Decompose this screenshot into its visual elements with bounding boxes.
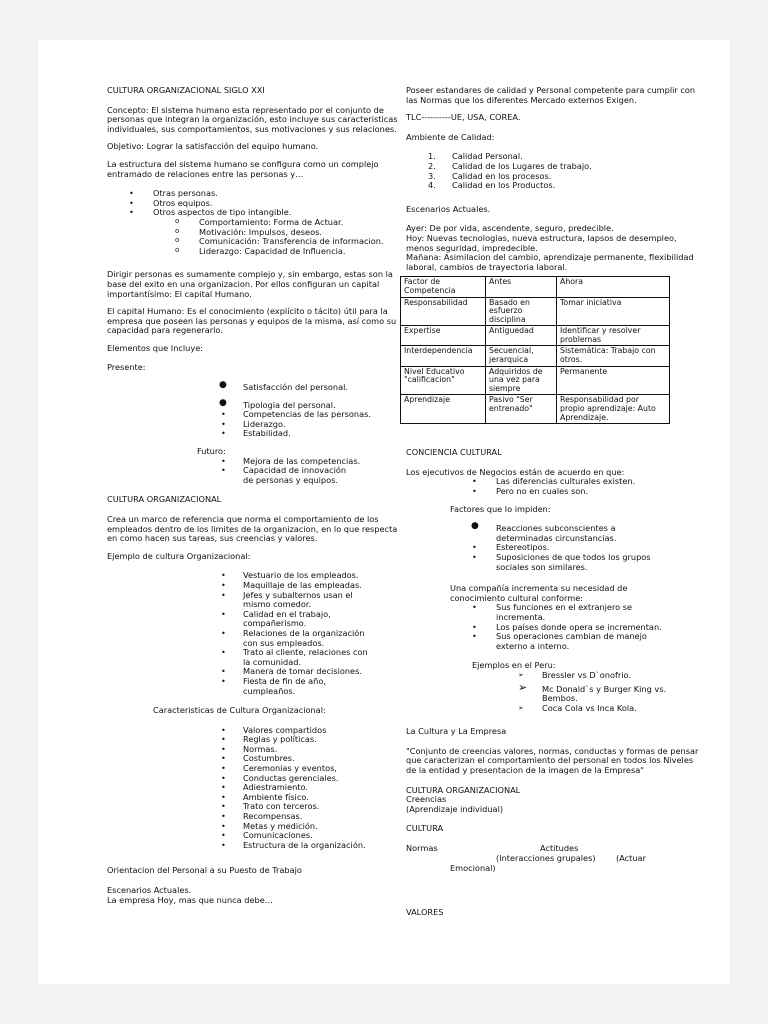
table-cell: Adquiridos de una vez para siempre [486,366,557,395]
sub-list-item: o Comunicación: Transferencia de informacion. [107,237,407,247]
cultura-empresa-heading: La Cultura y La Empresa [406,726,507,737]
list-text: Calidad en los Productos. [452,180,556,191]
concepto-paragraph: Concepto: El sistema humano esta representado por el conjunto de personas que integran la organización, esto incluye sus caracteristicas individuales, sus comportamientos, sus motivaciones y sus relaciones. [107,104,398,134]
list-item: ● Tipologia del personal. [107,401,407,411]
list-item: • Los países donde opera se incrementan. [406,623,662,633]
ejecutivos-text: Los ejecutivos de Negocios están de acuerdo en que: [406,466,625,477]
table-cell: Permanente [557,366,670,395]
table-cell: Responsabilidad [401,297,486,326]
list-item: ➢ Bressler vs D`onofrio. [406,671,672,681]
table-cell: Nivel Educativo "calificacion" [401,366,486,395]
estructura-paragraph: La estructura del sistema humano se configura como un complejo entramado de relaciones entre las personas y… [107,158,379,179]
factores-list [406,524,702,572]
list-item: • Relaciones de la organización con sus empleados. [107,629,377,648]
org-title: CULTURA ORGANIZACIONAL [107,494,222,505]
list-item: ➢ Coca Cola vs Inca Kola. [406,704,672,714]
ambiente-list [406,152,702,190]
actitudes-text: Actitudes [540,843,579,854]
relaciones-list [107,189,407,218]
list-item: • Competencias de las personas. [107,410,407,420]
dirigir-paragraph: Dirigir personas es sumamente complejo y, sin embargo, estas son la base del exito en una organizacion. Por ellos configuran un capital importantísimo: El capital Humano. [107,269,393,299]
list-item: • Vestuario de los empleados. [107,571,377,581]
sub-list-item: o Liderazgo: Capacidad de Influencia. [107,247,407,257]
list-number: 2. [428,160,436,171]
normas-text: Normas [406,843,438,854]
compania-text: Una compañía incrementa su necesidad de conocimiento cultural conforme: [450,583,628,603]
competencia-table [400,276,670,424]
emocional-text: Emocional) [450,863,496,874]
table-row [401,366,670,395]
table-row [401,346,670,366]
table-cell: Interdependencia [401,346,486,366]
presente-list [107,383,407,439]
list-item: • Las diferencias culturales existen. [406,477,702,487]
conciencia-title: CONCIENCIA CULTURAL [406,447,502,458]
page-title: CULTURA ORGANIZACIONAL SIGLO XXI [107,85,265,95]
list-item: • Trato al cliente, relaciones con la comunidad. [107,648,377,667]
list-item: • Jefes y subalternos usan el mismo comedor. [107,591,377,610]
list-item: • Sus funciones en el extranjero se incrementa. [406,603,662,622]
actuar-text: (Actuar [616,853,646,864]
list-item: • Conductas gerenciales. [107,774,407,784]
orientacion-heading: Orientacion del Personal a su Puesto de Trabajo [107,865,302,876]
list-text: Calidad de los Lugares de trabajo. [452,160,592,171]
aspectos-sublist [107,218,407,256]
manana-line: Mañana: Asimilacion del cambio, aprendizaje permanente, flexibilidad laboral, cambios de trayectoria laboral. [406,252,694,272]
table-row [401,297,670,326]
list-item: • Otros aspectos de tipo intangible. [107,208,407,218]
factores-label: Factores que lo impiden: [450,503,551,514]
list-number: 4. [428,180,436,191]
table-cell: Factor de Competencia [401,277,486,297]
list-item: • Valores compartidos [107,726,407,736]
list-item: • Adiestramiento. [107,783,407,793]
futuro-block [107,447,407,485]
caract-label: Caracteristicas de Cultura Organizacional: [153,705,326,716]
list-item: • Liderazgo. [107,420,407,430]
table-cell: Identificar y resolver problemas [557,326,670,346]
table-cell: Sistemática: Trabajo con otros. [557,346,670,366]
list-item: • Pero no en cuales son. [406,487,702,497]
list-item: • Maquillaje de las empleadas. [107,581,377,591]
org-title-right: CULTURA ORGANIZACIONAL [406,784,521,795]
ejemplo-label: Ejemplo de cultura Organizacional: [107,550,251,561]
normas-row [406,844,702,874]
list-item: • Estructura de la organización. [107,841,407,851]
list-item: • Estereotipos. [406,543,662,553]
list-number: 1. [428,151,436,162]
list-item: ➢ Mc Donald`s y Burger King vs. Bembos. [406,685,672,704]
list-item [406,181,702,191]
list-text: Calidad Personal. [452,151,523,162]
cultura-text: CULTURA [406,823,444,834]
list-item: • Fiesta de fin de año, cumpleaños. [107,677,377,696]
sub-list-item: o Comportamiento: Forma de Actuar. [107,218,407,228]
creencias-text: Creencias [406,794,447,805]
list-item: • Otros equipos. [107,199,407,209]
list-item: • Comunicaciones. [107,831,407,841]
table-row [401,277,670,297]
capital-paragraph: El capital Humano: Es el conocimiento (explícito o tácito) útil para la empresa que poseen las personas y equipos de la misma, así como su capacidad para regenerarlo. [107,306,397,336]
futuro-label: Futuro: [197,446,226,457]
list-item: • Costumbres. [107,754,407,764]
table-cell: Antes [486,277,557,297]
escenarios-label: Escenarios Actuales. [406,203,491,214]
tlc-line: TLC----------UE, USA, COREA. [406,112,521,123]
table-cell: Responsabilidad por propio aprendizaje: Auto Aprendizaje. [557,395,670,424]
table-cell: Secuencial, jerarquica [486,346,557,366]
peru-list [406,671,702,713]
left-column [107,86,407,905]
list-item: • Metas y medición. [107,822,407,832]
list-item: • Mejora de las competencias. [107,457,407,467]
table-cell: Tomar iniciativa [557,297,670,326]
list-item: • Trato con terceros. [107,802,407,812]
list-item: • Sus operaciones cambian de manejo externo a interno. [406,632,662,651]
compania-list [406,603,702,651]
list-text: Calidad en los procesos. [452,170,552,181]
aprendizaje-text: (Aprendizaje individual) [406,803,504,814]
table-row [401,326,670,346]
list-item: • Reglas y políticas. [107,735,407,745]
table-cell: Aprendizaje [401,395,486,424]
list-number: 3. [428,170,436,181]
ambiente-label: Ambiente de Calidad: [406,131,495,142]
hoy-line: Hoy: Nuevas tecnologias, nueva estructura, lapsos de desempleo, menos seguridad, impredecible. [406,232,677,253]
list-item: • Capacidad de innovación de personas y equipos. [107,466,407,485]
table-cell: Ahora [557,277,670,297]
org-paragraph: Crea un marco de referencia que norma el comportamiento de los empleados dentro de los limites de la organizacion, en lo que respecta en como hacen sus tareas, sus creencias y valores. [107,514,398,544]
document-page [38,40,730,984]
caract-list [107,726,407,851]
peru-label: Ejemplos en el Peru: [472,660,556,671]
list-item: • Manera de tomar decisiones. [107,667,377,677]
empresa-hoy-text: La empresa Hoy, mas que nunca debe… [107,894,273,905]
futuro-list [107,457,407,486]
list-item: ● Satisfacción del personal. [107,383,407,393]
poseer-paragraph: Poseer estandares de calidad y Personal competente para cumplir con las Normas que los diferentes Mercado externos Exigen. [406,85,696,105]
list-item: • Estabilidad. [107,429,407,439]
escenarios-label: Escenarios Actuales. [107,885,192,895]
right-column [406,86,702,918]
presente-label: Presente: [107,362,146,373]
table-cell: Antiguedad [486,326,557,346]
elementos-label: Elementos que Incluye: [107,342,204,353]
table-cell: Pasivo "Ser entrenado" [486,395,557,424]
table-cell: Expertise [401,326,486,346]
objetivo-paragraph: Objetivo: Lograr la satisfacción del equipo humano. [107,141,319,152]
table-cell: Basado en esfuerzo disciplina [486,297,557,326]
list-item: ● Reacciones subconscientes a determinadas circunstancias. [406,524,662,543]
list-item: • Normas. [107,745,407,755]
sub-list-item: o Motivación: Impulsos, deseos. [107,228,407,238]
table-row [401,395,670,424]
ayer-line: Ayer: De por vida, ascendente, seguro, predecible. [406,223,614,234]
ejecutivos-list [406,477,702,496]
ejemplo-list [107,571,407,696]
list-item: • Calidad en el trabajo, compañerismo. [107,610,377,629]
list-item [406,162,702,172]
valores-text: VALORES [406,907,444,918]
list-item: • Otras personas. [107,189,407,199]
list-item: • Ceremonias y eventos, [107,764,407,774]
interacciones-text: (Interacciones grupales) [496,853,596,864]
list-item: • Suposiciones de que todos los grupos sociales son similares. [406,553,662,572]
list-item: • Ambiente físico. [107,793,407,803]
conjunto-quote: "Conjunto de creencias valores, normas, conductas y formas de pensar que caracterizan el comportamiento del personal en todos los Niveles de la entidad y presentacion de la imagen de la Empresa" [406,745,699,776]
list-item: • Recompensas. [107,812,407,822]
